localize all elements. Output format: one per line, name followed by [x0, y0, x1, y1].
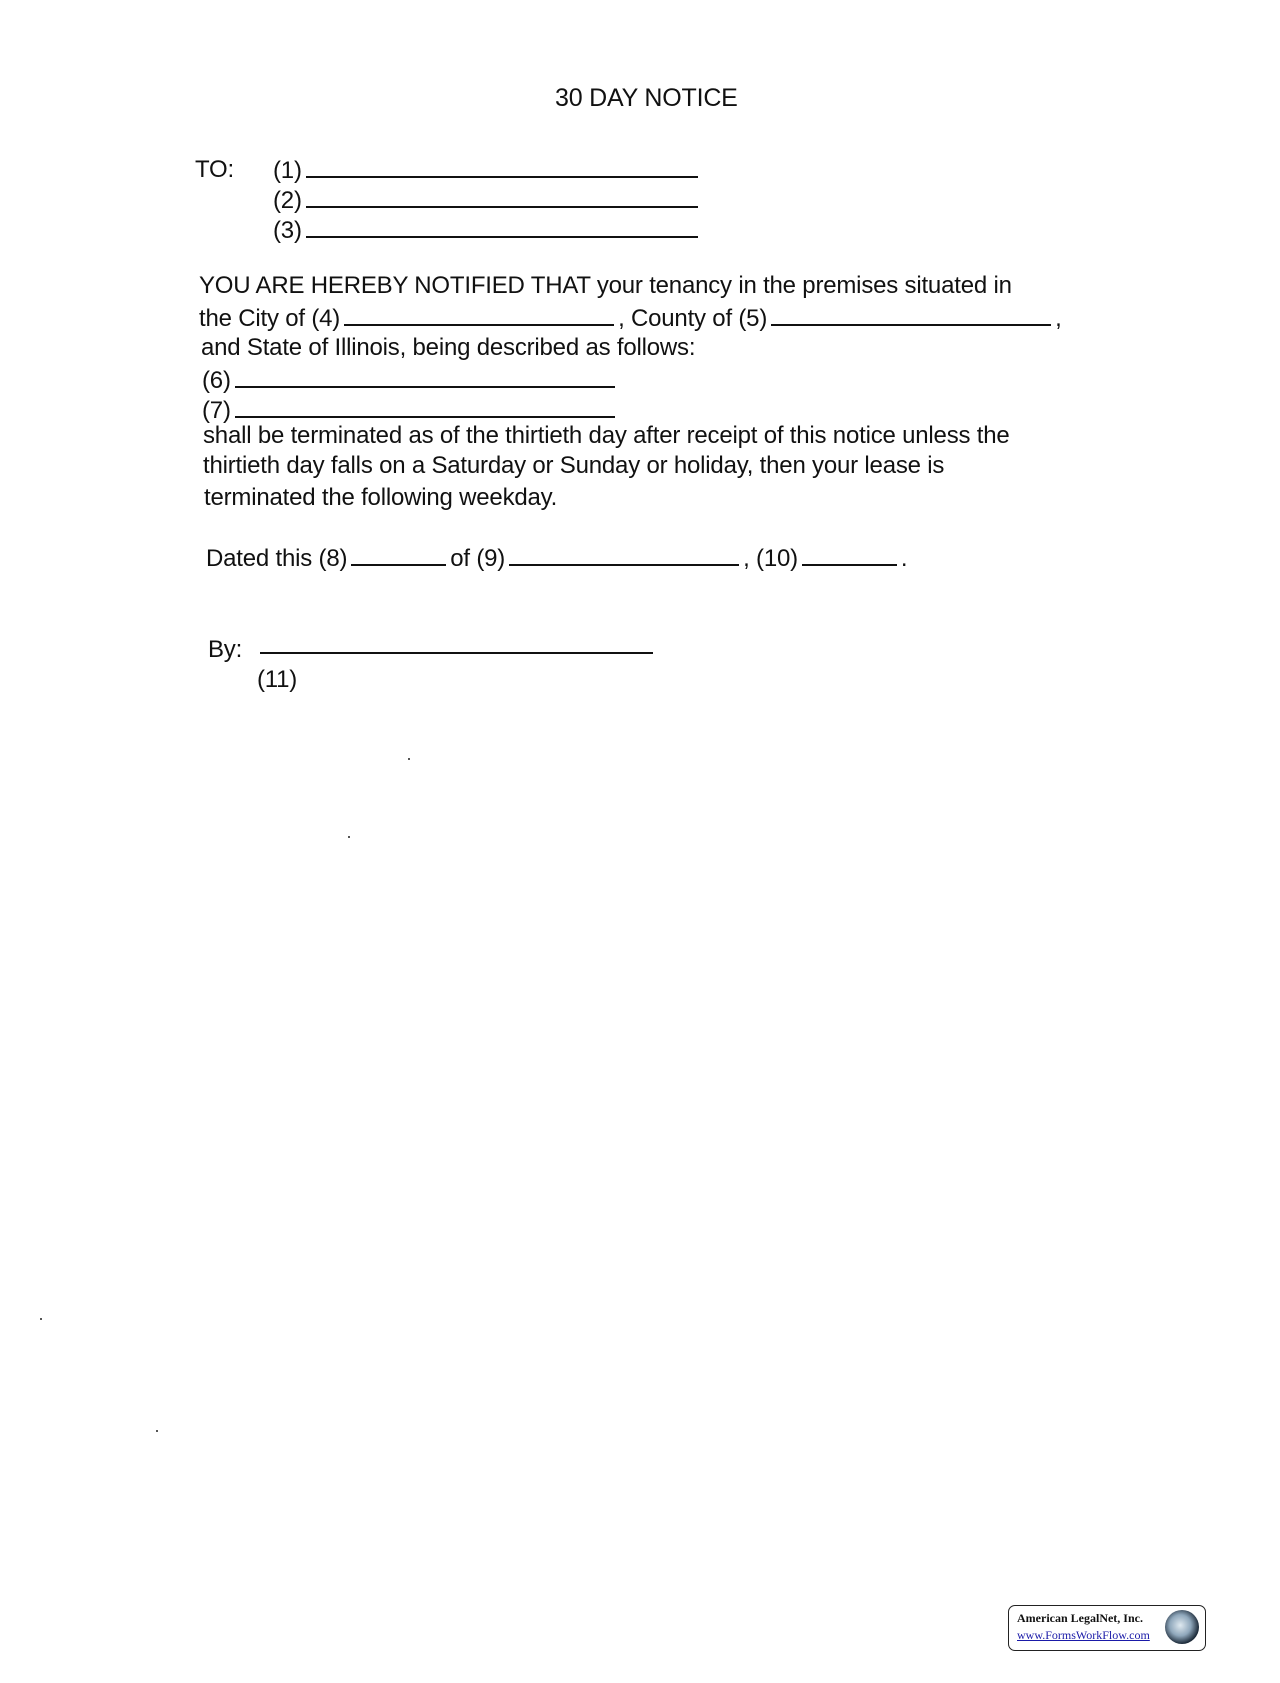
scan-speck — [408, 758, 410, 760]
day-label: Dated this (8) — [206, 545, 348, 572]
city-field[interactable] — [344, 304, 614, 326]
scan-speck — [348, 836, 350, 838]
footer-url-link[interactable]: www.FormsWorkFlow.com — [1017, 1628, 1150, 1642]
body-line-6: terminated the following weekday. — [204, 484, 558, 511]
period: . — [900, 545, 908, 572]
signature-field[interactable] — [260, 652, 653, 654]
document-title: 30 DAY NOTICE — [555, 84, 738, 112]
field-number: (7) — [202, 397, 231, 424]
month-label: of (9) — [450, 545, 506, 572]
scan-speck — [40, 1318, 42, 1320]
body-line-5: thirtieth day falls on a Saturday or Sunday or holiday, then your lease is — [203, 452, 945, 479]
body-line-4: shall be terminated as of the thirtieth day after receipt of this notice unless the — [203, 422, 1010, 449]
description-line-7[interactable] — [202, 396, 619, 425]
day-field[interactable] — [351, 544, 446, 566]
dated-line — [206, 544, 907, 573]
footer-company: American LegalNet, Inc. — [1017, 1611, 1143, 1625]
recipient-line-3[interactable] — [273, 216, 702, 245]
description-line-6[interactable] — [202, 366, 619, 395]
month-field[interactable] — [509, 544, 739, 566]
footer-badge — [1008, 1605, 1206, 1651]
year-field[interactable] — [802, 544, 897, 566]
body-line-2 — [199, 304, 1062, 333]
body-line-3: and State of Illinois, being described as follows: — [201, 334, 696, 361]
to-label: TO: — [195, 156, 234, 183]
county-label: , County of (5) — [618, 305, 768, 332]
globe-logo-icon — [1165, 1610, 1199, 1644]
body-line-1: YOU ARE HEREBY NOTIFIED THAT your tenancy in the premises situated in — [199, 272, 1012, 299]
city-label: the City of (4) — [199, 305, 341, 332]
recipient-line-2[interactable] — [273, 186, 702, 215]
field-number: (1) — [273, 157, 302, 184]
signature-number: (11) — [257, 666, 298, 693]
field-number: (2) — [273, 187, 302, 214]
comma: , — [1055, 305, 1062, 332]
recipient-line-1[interactable] — [273, 156, 702, 185]
county-field[interactable] — [771, 304, 1051, 326]
year-label: , (10) — [743, 545, 798, 572]
scan-speck — [156, 1430, 158, 1432]
field-number: (6) — [202, 367, 231, 394]
by-label: By: — [208, 636, 243, 663]
field-number: (3) — [273, 217, 302, 244]
